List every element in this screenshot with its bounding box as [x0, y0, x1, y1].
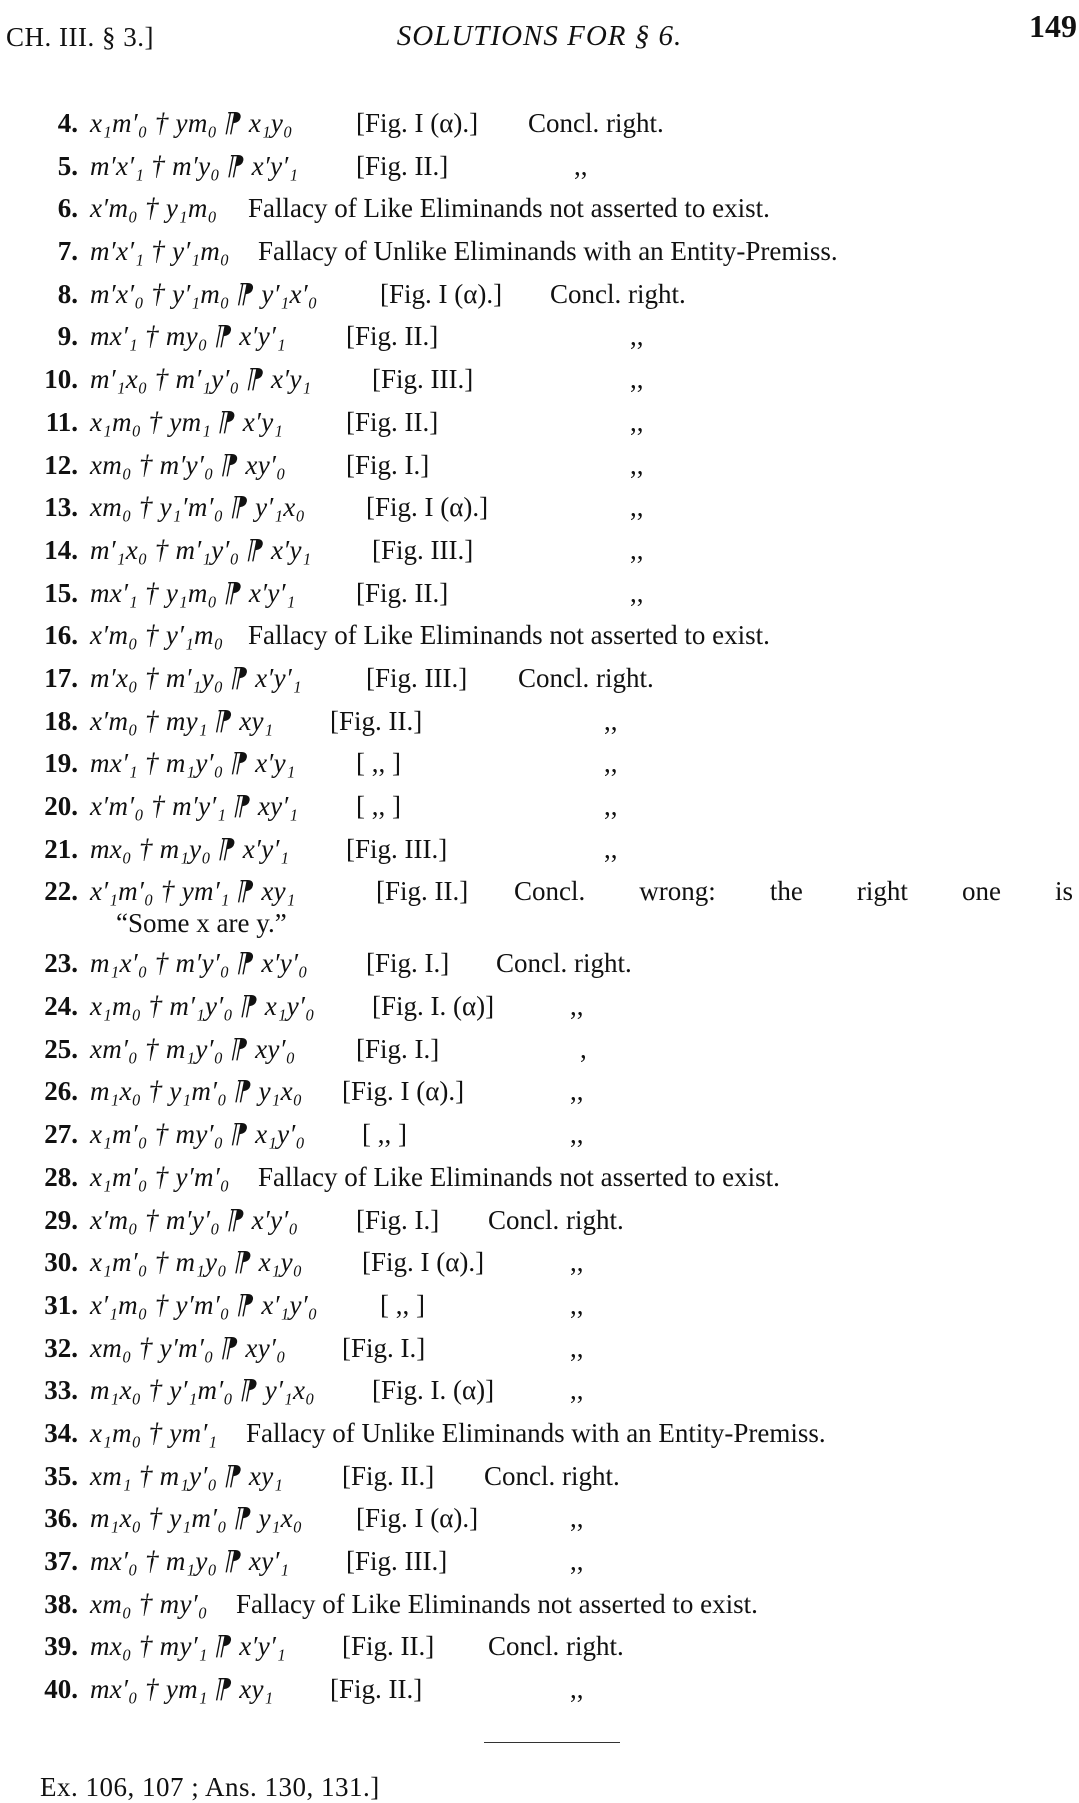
solution-row — [0, 828, 1079, 871]
solution-number: 20. — [44, 791, 78, 821]
syllogism-formula: m₁x₀ † y′₁m′₀ ⁋ y′₁x₀ — [90, 1375, 315, 1406]
syllogism-formula: x₁m′₀ † ym₀ ⁋ x₁y₀ — [90, 108, 293, 138]
solution-row — [0, 1455, 1079, 1498]
figure-reference: [Fig. II.] — [330, 705, 423, 736]
syllogism-formula: m′x₀ † m′₁y₀ ⁋ x′y′₁ — [90, 662, 302, 693]
solution-row — [0, 870, 1079, 942]
solution-row — [0, 1028, 1079, 1071]
solution-row — [0, 1540, 1079, 1583]
solution-number: 12. — [44, 449, 78, 480]
fallacy-note: Fallacy of Like Eliminands not asserted to exist. — [258, 1161, 780, 1192]
syllogism-formula: mx′₁ † my₀ ⁋ x′y′₁ — [90, 321, 286, 352]
solution-row — [0, 614, 1079, 657]
page-title: SOLUTIONS FOR § 6. — [396, 20, 683, 52]
solution-number: 8. — [57, 278, 78, 309]
footer-reference: Ex. 106, 107 ; Ans. 130, 131.] — [40, 1772, 380, 1802]
conclusion-verdict: ,, — [630, 449, 644, 480]
syllogism-formula: m₁x₀ † y₁m′₀ ⁋ y₁x₀ — [90, 1076, 303, 1107]
conclusion-verdict: Concl. wrong: the right one is — [514, 876, 1073, 907]
syllogism-formula: mx′₁ † m₁y′₀ ⁋ x′y₁ — [90, 748, 296, 779]
solution-row — [0, 1412, 1079, 1455]
fallacy-note: Fallacy of Like Eliminands not asserted to exist. — [236, 1588, 758, 1619]
syllogism-formula: x′₁m₀ † y′m′₀ ⁋ x′₁y′₀ — [90, 1289, 318, 1320]
syllogism-formula: m′x′₁ † m′y₀ ⁋ x′y′₁ — [90, 150, 299, 181]
solution-row — [0, 1583, 1079, 1626]
solution-number: 25. — [44, 1033, 78, 1064]
syllogism-formula: xm₁ † m₁y′₀ ⁋ xy₁ — [90, 1460, 284, 1491]
figure-reference: [Fig. I.] — [366, 948, 450, 979]
syllogism-formula: m′₁x₀ † m′₁y′₀ ⁋ x′y₁ — [90, 364, 312, 395]
conclusion-verdict: ,, — [570, 1546, 584, 1576]
conclusion-verdict: ,, — [570, 1289, 584, 1320]
conclusion-verdict: ,, — [630, 492, 644, 523]
solution-number: 5. — [57, 150, 78, 181]
figure-reference: [Fig. III.] — [366, 662, 468, 693]
figure-reference: [Fig. III.] — [346, 833, 448, 864]
syllogism-formula: x₁m₀ † ym′₁ — [90, 1417, 218, 1448]
solution-row — [0, 1113, 1079, 1156]
solution-number: 18. — [44, 705, 78, 736]
solution-number: 22. — [44, 876, 78, 907]
solution-row — [0, 486, 1079, 529]
solution-number: 32. — [44, 1332, 78, 1363]
conclusion-verdict: Concl. right. — [496, 948, 632, 979]
syllogism-formula: m₁x′₀ † m′y′₀ ⁋ x′y′₀ — [90, 948, 308, 979]
solution-row — [0, 1156, 1079, 1199]
solution-number: 6. — [57, 193, 78, 224]
conclusion-verdict: ,, — [570, 1247, 584, 1278]
figure-reference: [Fig. I. (α)] — [372, 991, 495, 1022]
solution-number: 23. — [44, 948, 78, 979]
conclusion-verdict: , — [580, 1033, 587, 1064]
syllogism-formula: xm′₀ † m₁y′₀ ⁋ xy′₀ — [90, 1033, 296, 1064]
solutions-list — [0, 102, 1079, 1711]
solution-number: 10. — [44, 364, 78, 395]
conclusion-continuation: “Some x are y.” — [116, 908, 287, 939]
syllogism-formula: mx₀ † m₁y₀ ⁋ x′y′₁ — [90, 833, 290, 864]
conclusion-verdict: ,, — [604, 833, 618, 864]
conclusion-verdict: Concl. right. — [550, 278, 686, 309]
solution-row — [0, 401, 1079, 444]
solution-row — [0, 1327, 1079, 1370]
figure-reference: [Fig. II.] — [342, 1460, 435, 1491]
solution-number: 9. — [57, 321, 78, 352]
figure-reference: [Fig. II.] — [376, 876, 469, 907]
fallacy-note: Fallacy of Unlike Eliminands with an Entity-Premiss. — [258, 236, 838, 267]
conclusion-verdict: ,, — [604, 748, 618, 779]
syllogism-formula: x₁m′₀ † my′₀ ⁋ x₁y′₀ — [90, 1119, 306, 1150]
solution-number: 11. — [45, 406, 78, 437]
syllogism-formula: mx′₁ † y₁m₀ ⁋ x′y′₁ — [90, 577, 296, 608]
syllogism-formula: x₁m′₀ † y′m′₀ — [90, 1161, 230, 1192]
conclusion-verdict: ,, — [630, 364, 644, 395]
syllogism-formula: xm₀ † my′₀ — [90, 1588, 208, 1619]
conclusion-verdict: Concl. right. — [528, 108, 664, 138]
syllogism-formula: x′₁m′₀ † ym′₁ ⁋ xy₁ — [90, 876, 296, 907]
figure-reference: [ ,, ] — [380, 1289, 425, 1320]
figure-reference: [Fig. II.] — [342, 1631, 435, 1662]
solution-number: 33. — [44, 1375, 78, 1406]
solution-number: 17. — [44, 662, 78, 693]
figure-reference: [Fig. I (α).] — [356, 108, 479, 138]
figure-reference: [Fig. I (α).] — [362, 1247, 485, 1278]
solution-row — [0, 572, 1079, 615]
figure-reference: [Fig. I (α).] — [366, 492, 489, 523]
conclusion-verdict: ,, — [570, 1674, 584, 1705]
figure-reference: [Fig. III.] — [346, 1546, 448, 1576]
solution-number: 21. — [44, 833, 78, 864]
solution-number: 38. — [44, 1588, 78, 1619]
solution-number: 24. — [44, 991, 78, 1022]
figure-reference: [Fig. II.] — [356, 577, 449, 608]
figure-reference: [Fig. I.] — [342, 1332, 426, 1363]
syllogism-formula: x′m₀ † my₁ ⁋ xy₁ — [90, 705, 274, 736]
solution-number: 26. — [44, 1076, 78, 1107]
conclusion-verdict: ,, — [630, 406, 644, 437]
solution-number: 7. — [57, 236, 78, 267]
solution-number: 39. — [44, 1631, 78, 1662]
solution-row — [0, 273, 1079, 316]
syllogism-formula: mx₀ † my′₁ ⁋ x′y′₁ — [90, 1631, 286, 1662]
figure-reference: [ ,, ] — [362, 1119, 407, 1150]
syllogism-formula: x′m₀ † y′₁m₀ — [90, 620, 224, 651]
chapter-reference: CH. III. § 3.] — [6, 22, 154, 52]
figure-reference: [Fig. I (α).] — [342, 1076, 465, 1107]
conclusion-verdict: ,, — [570, 1119, 584, 1150]
solution-number: 31. — [44, 1289, 78, 1320]
solution-number: 27. — [44, 1119, 78, 1150]
conclusion-verdict: Concl. right. — [488, 1631, 624, 1662]
solution-number: 30. — [44, 1247, 78, 1278]
conclusion-verdict: ,, — [570, 1076, 584, 1107]
figure-reference: [Fig. II.] — [346, 406, 439, 437]
solution-row — [0, 187, 1079, 230]
solution-row — [0, 1625, 1079, 1668]
syllogism-formula: x₁m₀ † ym₁ ⁋ x′y₁ — [90, 406, 284, 437]
syllogism-formula: x₁m′₀ † m₁y₀ ⁋ x₁y₀ — [90, 1247, 303, 1278]
conclusion-verdict: ,, — [570, 1375, 584, 1406]
solution-row — [0, 785, 1079, 828]
solution-row — [0, 102, 1079, 145]
solution-row — [0, 742, 1079, 785]
solution-row — [0, 657, 1079, 700]
syllogism-formula: x′m′₀ † m′y′₁ ⁋ xy′₁ — [90, 791, 299, 821]
figure-reference: [Fig. II.] — [330, 1674, 423, 1705]
syllogism-formula: x′m₀ † m′y′₀ ⁋ x′y′₀ — [90, 1204, 299, 1235]
syllogism-formula: x′m₀ † y₁m₀ — [90, 193, 218, 224]
figure-reference: [Fig. I. (α)] — [372, 1375, 495, 1406]
conclusion-verdict: ,, — [630, 577, 644, 608]
solution-number: 29. — [44, 1204, 78, 1235]
solution-row — [0, 230, 1079, 273]
solution-number: 35. — [44, 1460, 78, 1491]
solution-row — [0, 1241, 1079, 1284]
solution-number: 37. — [44, 1546, 78, 1576]
solution-row — [0, 1199, 1079, 1242]
conclusion-verdict: ,, — [570, 1503, 584, 1534]
solution-row — [0, 145, 1079, 188]
figure-reference: [Fig. I (α).] — [356, 1503, 479, 1534]
conclusion-verdict: ,, — [630, 534, 644, 565]
fallacy-note: Fallacy of Like Eliminands not asserted to exist. — [248, 193, 770, 224]
solution-number: 28. — [44, 1161, 78, 1192]
figure-reference: [Fig. I.] — [356, 1033, 440, 1064]
figure-reference: [ ,, ] — [356, 748, 401, 779]
figure-reference: [ ,, ] — [356, 791, 401, 821]
conclusion-verdict: ,, — [604, 791, 618, 821]
solution-row — [0, 1070, 1079, 1113]
syllogism-formula: xm₀ † y₁′m′₀ ⁋ y′₁x₀ — [90, 492, 306, 523]
solution-row — [0, 1369, 1079, 1412]
fallacy-note: Fallacy of Unlike Eliminands with an Entity-Premiss. — [246, 1417, 826, 1448]
solution-number: 14. — [44, 534, 78, 565]
figure-reference: [Fig. I (α).] — [380, 278, 503, 309]
figure-reference: [Fig. I.] — [356, 1204, 440, 1235]
conclusion-verdict: ,, — [570, 1332, 584, 1363]
figure-reference: [Fig. III.] — [372, 534, 474, 565]
conclusion-verdict: Concl. right. — [518, 662, 654, 693]
conclusion-verdict: ,, — [604, 705, 618, 736]
solution-number: 16. — [44, 620, 78, 651]
solution-number: 36. — [44, 1503, 78, 1534]
solution-number: 13. — [44, 492, 78, 523]
solution-row — [0, 700, 1079, 743]
solution-row — [0, 444, 1079, 487]
figure-reference: [Fig. II.] — [346, 321, 439, 352]
solution-row — [0, 315, 1079, 358]
syllogism-formula: mx′₀ † ym₁ ⁋ xy₁ — [90, 1674, 274, 1705]
syllogism-formula: m′x′₁ † y′₁m₀ — [90, 236, 230, 267]
page-header — [0, 8, 1079, 58]
conclusion-verdict: Concl. right. — [488, 1204, 624, 1235]
syllogism-formula: m′x′₀ † y′₁m₀ ⁋ y′₁x′₀ — [90, 278, 318, 309]
solution-number: 15. — [44, 577, 78, 608]
solution-number: 40. — [44, 1674, 78, 1705]
syllogism-formula: xm₀ † y′m′₀ ⁋ xy′₀ — [90, 1332, 286, 1363]
solution-number: 19. — [44, 748, 78, 779]
syllogism-formula: m₁x₀ † y₁m′₀ ⁋ y₁x₀ — [90, 1503, 303, 1534]
figure-reference: [Fig. III.] — [372, 364, 474, 395]
syllogism-formula: mx′₀ † m₁y₀ ⁋ xy′₁ — [90, 1546, 290, 1576]
conclusion-verdict: Concl. right. — [484, 1460, 620, 1491]
fallacy-note: Fallacy of Like Eliminands not asserted to exist. — [248, 620, 770, 651]
syllogism-formula: x₁m₀ † m′₁y′₀ ⁋ x₁y′₀ — [90, 991, 315, 1022]
figure-reference: [Fig. II.] — [356, 150, 449, 181]
solution-number: 34. — [44, 1417, 78, 1448]
syllogism-formula: m′₁x₀ † m′₁y′₀ ⁋ x′y₁ — [90, 534, 312, 565]
solution-row — [0, 358, 1079, 401]
solution-row — [0, 1668, 1079, 1711]
syllogism-formula: xm₀ † m′y′₀ ⁋ xy′₀ — [90, 449, 286, 480]
conclusion-verdict: ,, — [574, 150, 588, 181]
figure-reference: [Fig. I.] — [346, 449, 430, 480]
solution-number: 4. — [57, 108, 78, 138]
solution-row — [0, 942, 1079, 985]
page-number: 149 — [1029, 8, 1077, 44]
solution-row — [0, 1497, 1079, 1540]
conclusion-verdict: ,, — [630, 321, 644, 352]
conclusion-verdict: ,, — [570, 991, 584, 1022]
solution-row — [0, 529, 1079, 572]
solution-row — [0, 1284, 1079, 1327]
section-divider — [484, 1742, 620, 1743]
solution-row — [0, 985, 1079, 1028]
